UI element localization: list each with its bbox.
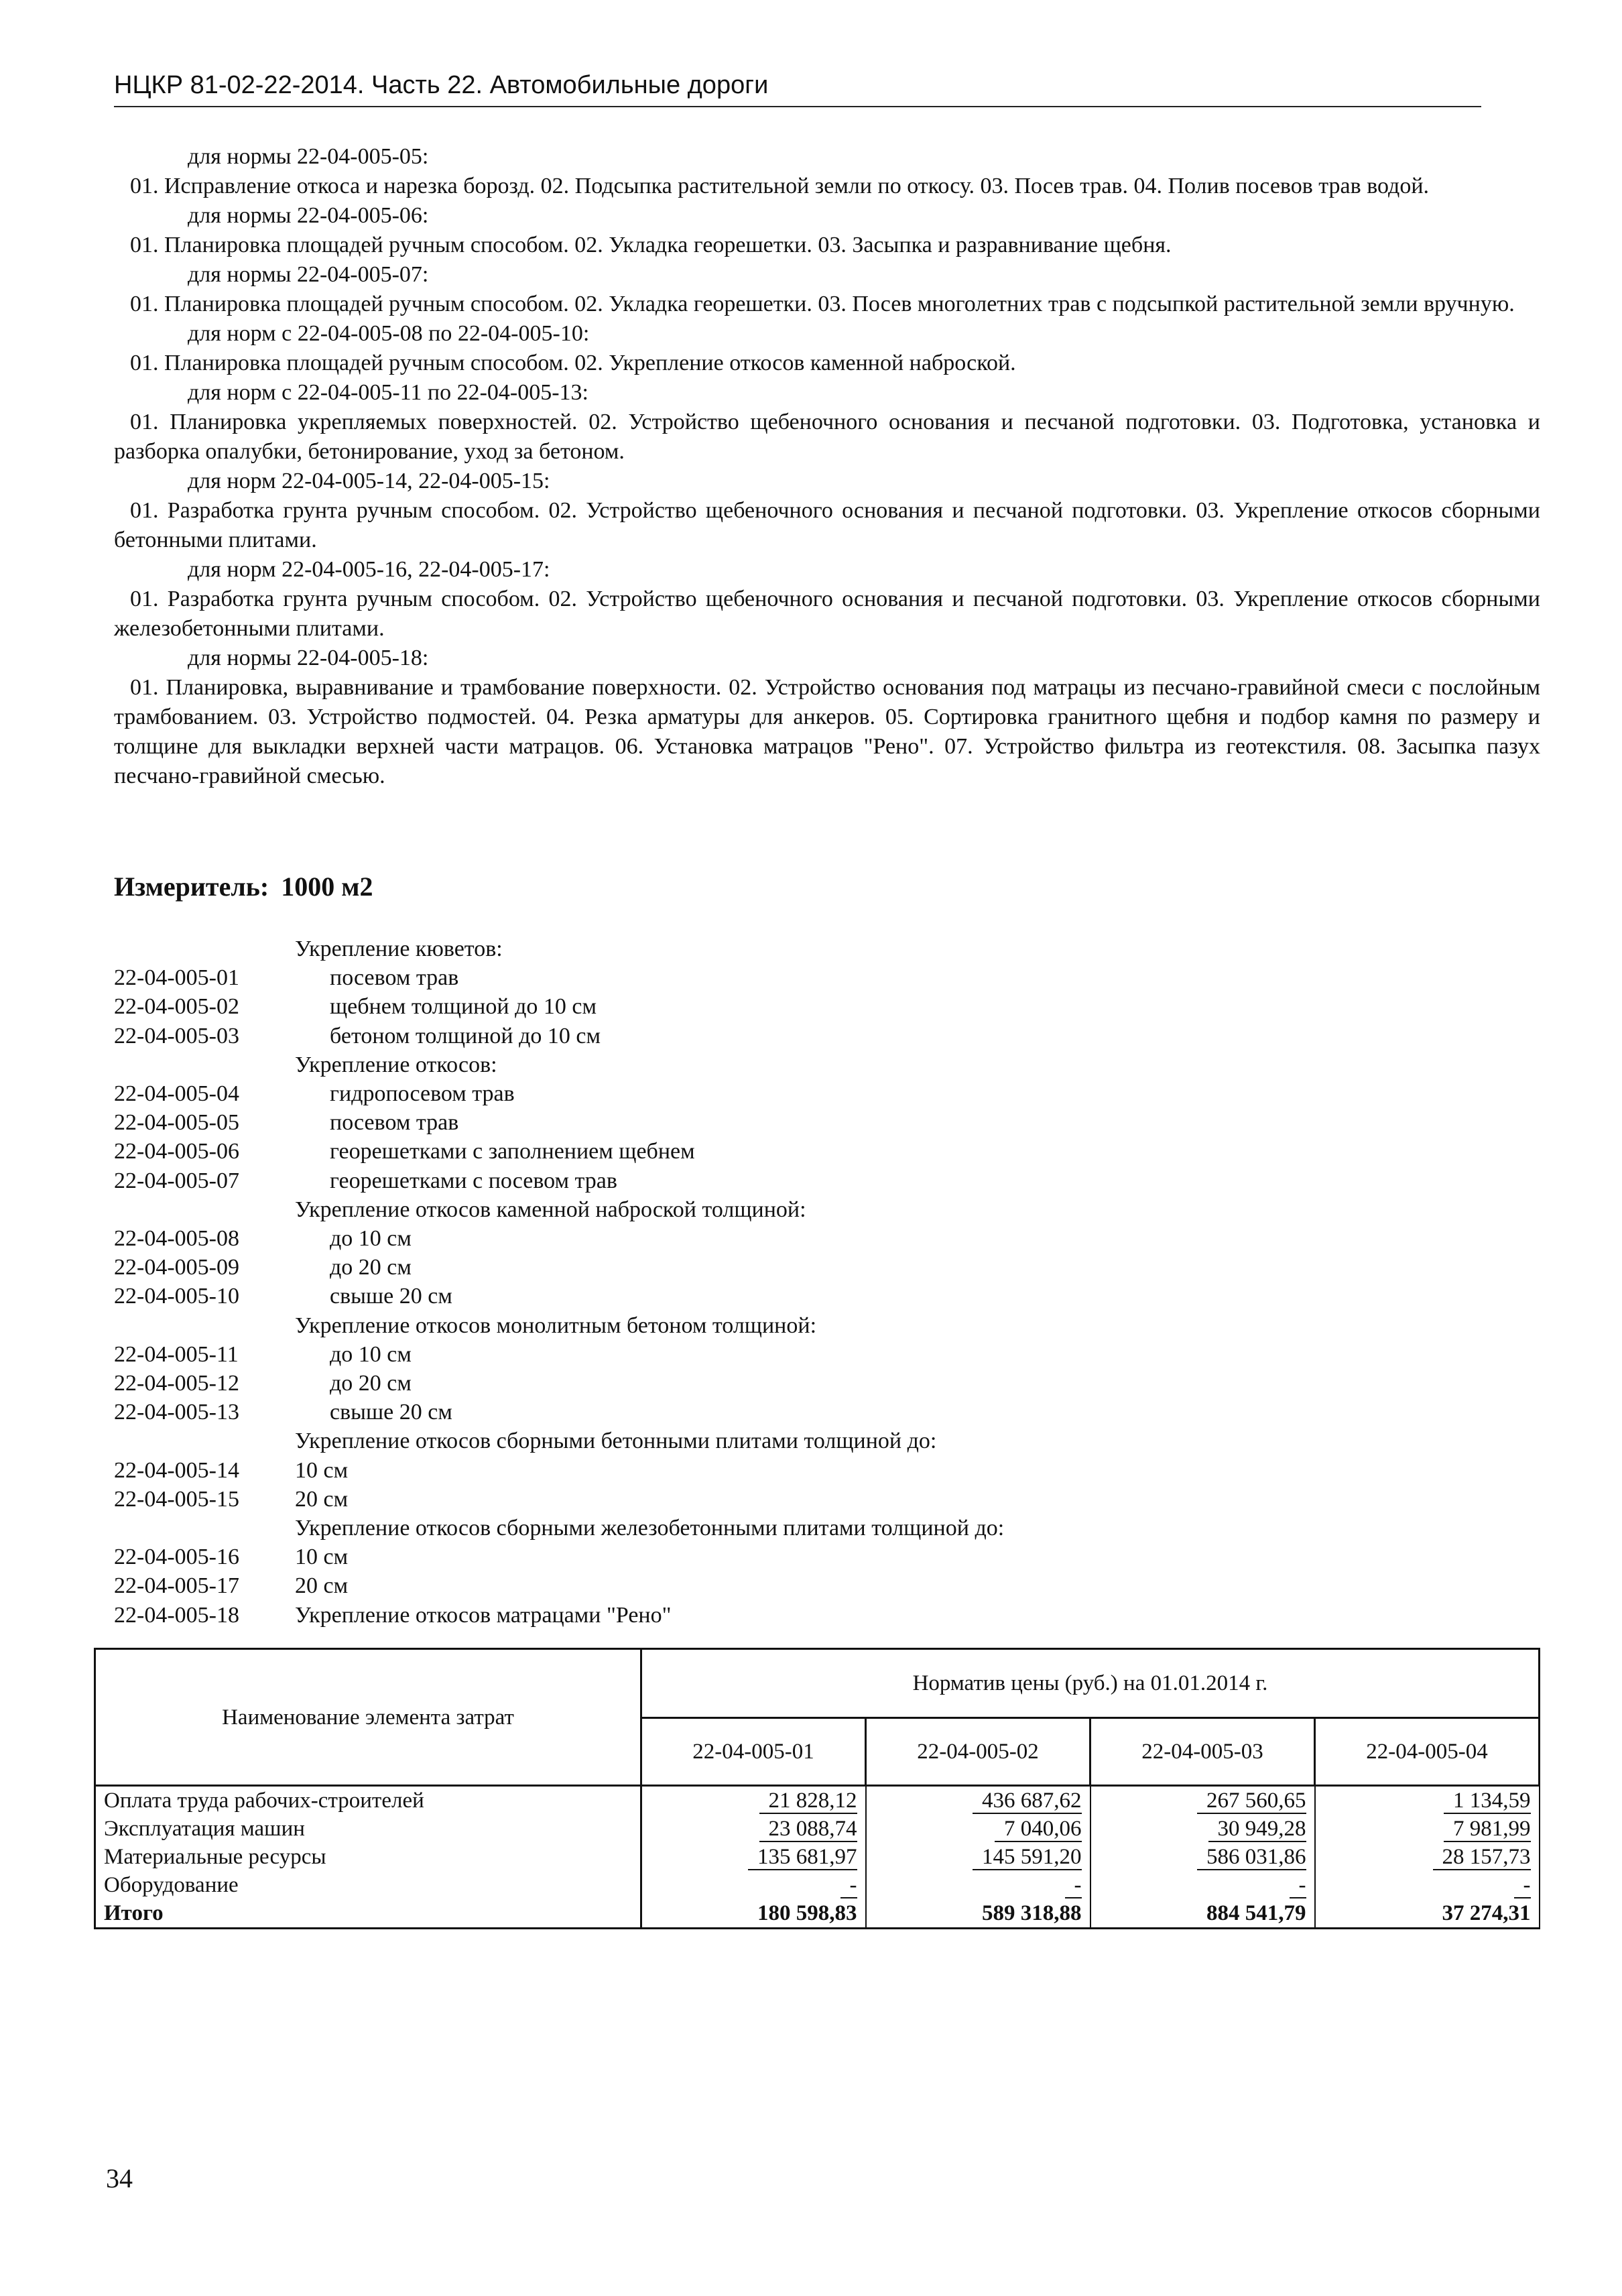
measure-label: Измеритель: [114, 871, 269, 902]
table-header-row [95, 1649, 1540, 1718]
description-block [114, 378, 1540, 467]
description-text: 01. Планировка укрепляемых поверхностей. 02. Устройство щебеночного основания и песчаной подготовки. 03. Подготовка, установка и разборка опалубки, бетонирование, уход за бетоном. [114, 410, 1540, 464]
cell-value: 21 828,12 [759, 1789, 857, 1814]
norm-row [114, 1311, 1387, 1340]
norm-code: 22-04-005-14 [114, 1457, 239, 1483]
description-text: 01. Исправление откоса и нарезка борозд. 02. Подсыпка растительной земли по откосу. 03. Посев трав. 04. Полив посевов трав водой. [130, 174, 1430, 198]
table-cell [866, 1871, 1090, 1899]
norm-name: Укрепление откосов сборными бетонными плитами толщиной до: [295, 1429, 937, 1454]
cell-value: - [1065, 1873, 1082, 1898]
column-header-code: 22-04-005-03 [1090, 1718, 1315, 1786]
cell-value: 135 681,97 [748, 1845, 857, 1870]
norm-code: 22-04-005-10 [114, 1284, 239, 1309]
description-text: 01. Разработка грунта ручным способом. 02. Устройство щебеночного основания и песчаной подготовки. 03. Укрепление откосов сборными бетонными плитами. [114, 498, 1540, 552]
norm-row [114, 1485, 1387, 1514]
norm-code: 22-04-005-06 [114, 1139, 239, 1164]
norm-row [114, 1514, 1387, 1543]
table-cell [641, 1815, 866, 1843]
table-cell [1090, 1871, 1315, 1899]
norm-row [114, 1195, 1387, 1224]
norm-row [114, 1369, 1387, 1398]
total-cell [866, 1899, 1090, 1929]
norm-name: Укрепление откосов: [295, 1052, 497, 1077]
cell-value: 436 687,62 [973, 1789, 1082, 1814]
total-value: 37 274,31 [1442, 1901, 1531, 1925]
norm-name: посевом трав [330, 1110, 459, 1136]
description-block [114, 555, 1540, 644]
norm-name: до 10 см [330, 1226, 412, 1252]
norm-code [114, 1311, 295, 1340]
norm-name: щебнем толщиной до 10 см [330, 994, 597, 1020]
cell-value: 7 040,06 [995, 1817, 1082, 1842]
norm-code [114, 1195, 295, 1224]
norm-row [114, 1137, 1387, 1166]
norm-row [114, 1571, 1387, 1600]
norm-row [114, 963, 1387, 992]
table-row [95, 1786, 1540, 1815]
norm-row [114, 1079, 1387, 1108]
total-label: Итого [95, 1899, 641, 1929]
norm-row [114, 1427, 1387, 1455]
table-cell [641, 1871, 866, 1899]
description-block [114, 142, 1540, 201]
row-label: Эксплуатация машин [95, 1815, 641, 1843]
row-label: Оборудование [95, 1871, 641, 1899]
column-group-header: Норматив цены (руб.) на 01.01.2014 г. [641, 1649, 1540, 1718]
norm-name: посевом трав [330, 965, 459, 991]
norm-name: 10 см [295, 1457, 349, 1483]
norm-row [114, 1543, 1387, 1571]
norm-row [114, 992, 1387, 1021]
norm-code: 22-04-005-04 [114, 1081, 239, 1107]
norm-name: до 20 см [330, 1371, 412, 1396]
table-row [95, 1843, 1540, 1871]
column-header-code: 22-04-005-01 [641, 1718, 866, 1786]
norm-code: 22-04-005-12 [114, 1371, 239, 1396]
description-label: для норм 22-04-005-16, 22-04-005-17: [188, 557, 550, 582]
page-number: 34 [106, 2163, 133, 2193]
norm-code [114, 1427, 295, 1455]
cell-value: - [840, 1873, 857, 1898]
norm-code: 22-04-005-08 [114, 1226, 239, 1252]
cell-value: 30 949,28 [1208, 1817, 1306, 1842]
description-label: для норм 22-04-005-14, 22-04-005-15: [188, 469, 550, 493]
norm-code [114, 1514, 295, 1543]
norm-row [114, 1456, 1387, 1485]
norm-name: свыше 20 см [330, 1400, 452, 1425]
price-table [94, 1648, 1540, 1929]
description-label: для нормы 22-04-005-06: [188, 203, 429, 228]
norm-name: 10 см [295, 1545, 349, 1570]
norm-name: Укрепление откосов матрацами "Рено" [295, 1602, 672, 1628]
page-header: НЦКР 81-02-22-2014. Часть 22. Автомобильные дороги [114, 71, 769, 99]
cell-value: 586 031,86 [1197, 1845, 1306, 1870]
norm-code: 22-04-005-18 [114, 1602, 239, 1628]
table-cell [1090, 1786, 1315, 1815]
norm-row [114, 934, 1387, 963]
norm-name: Укрепление откосов сборными железобетонными плитами толщиной до: [295, 1516, 1005, 1541]
work-descriptions [114, 142, 1540, 791]
table-cell [641, 1786, 866, 1815]
row-label: Оплата труда рабочих-строителей [95, 1786, 641, 1815]
description-label: для нормы 22-04-005-05: [188, 144, 429, 169]
norm-row [114, 1398, 1387, 1427]
norm-row [114, 1108, 1387, 1137]
norm-code: 22-04-005-05 [114, 1110, 239, 1136]
norm-row [114, 1340, 1387, 1369]
total-cell [1315, 1899, 1540, 1929]
cell-value: - [1514, 1873, 1531, 1898]
norm-code: 22-04-005-16 [114, 1545, 239, 1570]
norm-name: 20 см [295, 1573, 349, 1599]
description-label: для норм с 22-04-005-08 по 22-04-005-10: [188, 321, 590, 346]
measure-unit [114, 870, 373, 904]
norm-row [114, 1022, 1387, 1050]
total-value: 884 541,79 [1206, 1901, 1306, 1925]
description-text: 01. Планировка площадей ручным способом. 02. Укладка георешетки. 03. Засыпка и разравнивание щебня. [130, 233, 1172, 257]
column-header-code: 22-04-005-02 [866, 1718, 1090, 1786]
table-total-row [95, 1899, 1540, 1929]
cell-value: - [1290, 1873, 1306, 1898]
total-value: 589 318,88 [982, 1901, 1082, 1925]
norm-name: до 10 см [330, 1341, 412, 1367]
table-row [95, 1815, 1540, 1843]
norm-code: 22-04-005-13 [114, 1400, 239, 1425]
table-cell [1315, 1843, 1540, 1871]
norm-row [114, 1253, 1387, 1282]
norm-row [114, 1166, 1387, 1195]
norm-row [114, 1224, 1387, 1253]
norm-code: 22-04-005-03 [114, 1023, 239, 1048]
norm-code: 22-04-005-15 [114, 1486, 239, 1512]
description-text: 01. Планировка площадей ручным способом. 02. Укладка георешетки. 03. Посев многолетних трав с подсыпкой растительной земли вручную. [130, 292, 1515, 316]
table-cell [866, 1843, 1090, 1871]
measure-value: 1000 м2 [281, 871, 373, 902]
table-cell [866, 1815, 1090, 1843]
norm-code: 22-04-005-01 [114, 965, 239, 991]
total-cell [641, 1899, 866, 1929]
description-block [114, 260, 1540, 319]
norm-code: 22-04-005-02 [114, 994, 239, 1020]
description-label: для норм с 22-04-005-11 по 22-04-005-13: [188, 380, 589, 405]
table-cell [1315, 1786, 1540, 1815]
table-cell [866, 1786, 1090, 1815]
norm-code: 22-04-005-07 [114, 1168, 239, 1193]
description-label: для нормы 22-04-005-07: [188, 262, 429, 287]
description-block [114, 319, 1540, 378]
norm-name: до 20 см [330, 1255, 412, 1280]
norm-name: свыше 20 см [330, 1284, 452, 1309]
cell-value: 145 591,20 [973, 1845, 1082, 1870]
cell-value: 267 560,65 [1197, 1789, 1306, 1814]
row-label: Материальные ресурсы [95, 1843, 641, 1871]
norm-code: 22-04-005-17 [114, 1573, 239, 1599]
table-row [95, 1871, 1540, 1899]
norm-name: бетоном толщиной до 10 см [330, 1023, 601, 1048]
column-header-name: Наименование элемента затрат [95, 1649, 641, 1786]
description-block [114, 467, 1540, 555]
cell-value: 1 134,59 [1444, 1789, 1531, 1814]
norm-code: 22-04-005-11 [114, 1341, 239, 1367]
description-text: 01. Планировка, выравнивание и трамбование поверхности. 02. Устройство основания под матрацы из песчано-гравийной смеси с послойным трамбованием. 03. Устройство подмостей. 04. Резка арматуры для анкеров. 05. Сортировка гранитного щебня и подбор камня по размеру и толщине для выкладки верхней части матрацов. 06. Установка матрацов "Рено". 07. Устройство фильтра из геотекстиля. 08. Засыпка пазух песчано-гравийной смесью. [114, 675, 1540, 788]
norm-row [114, 1601, 1387, 1630]
total-cell [1090, 1899, 1315, 1929]
description-text: 01. Разработка грунта ручным способом. 02. Устройство щебеночного основания и песчаной подготовки. 03. Укрепление откосов сборными железобетонными плитами. [114, 587, 1540, 641]
cell-value: 23 088,74 [759, 1817, 857, 1842]
description-block [114, 201, 1540, 260]
norm-code [114, 934, 295, 963]
norm-list [114, 934, 1387, 1630]
description-label: для нормы 22-04-005-18: [188, 646, 429, 670]
norm-name: гидропосевом трав [330, 1081, 515, 1107]
description-block [114, 644, 1540, 791]
description-text: 01. Планировка площадей ручным способом. 02. Укрепление откосов каменной наброской. [130, 351, 1016, 375]
norm-row [114, 1050, 1387, 1079]
norm-name: Укрепление откосов монолитным бетоном толщиной: [295, 1313, 817, 1338]
table-cell [1315, 1815, 1540, 1843]
norm-name: Укрепление откосов каменной наброской толщиной: [295, 1197, 806, 1222]
norm-code: 22-04-005-09 [114, 1255, 239, 1280]
column-header-code: 22-04-005-04 [1315, 1718, 1540, 1786]
norm-name: георешетками с посевом трав [330, 1168, 617, 1193]
norm-name: георешетками с заполнением щебнем [330, 1139, 695, 1164]
table-cell [1315, 1871, 1540, 1899]
norm-row [114, 1282, 1387, 1311]
header-divider [114, 106, 1481, 107]
table-cell [1090, 1843, 1315, 1871]
table-cell [1090, 1815, 1315, 1843]
table-cell [641, 1843, 866, 1871]
norm-name: Укрепление кюветов: [295, 936, 503, 961]
norm-code [114, 1050, 295, 1079]
cell-value: 7 981,99 [1444, 1817, 1531, 1842]
cell-value: 28 157,73 [1433, 1845, 1531, 1870]
total-value: 180 598,83 [757, 1901, 857, 1925]
norm-name: 20 см [295, 1486, 349, 1512]
